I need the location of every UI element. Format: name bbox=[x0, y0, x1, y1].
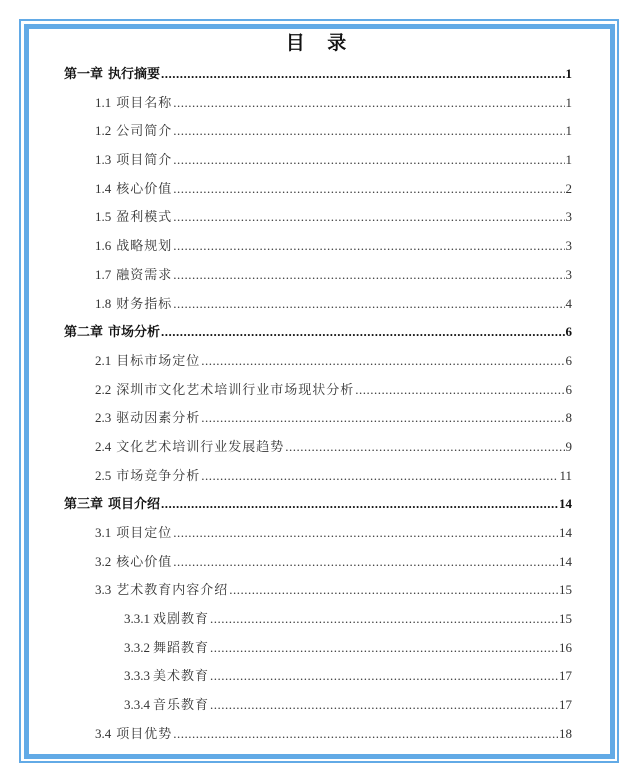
toc-entry-page: 17 bbox=[559, 697, 572, 713]
dot-leader bbox=[229, 582, 558, 598]
toc-entry-2-3[interactable] bbox=[64, 407, 572, 436]
toc-entry-number: 3.4 bbox=[95, 725, 112, 741]
toc-entry-page: 6 bbox=[565, 324, 572, 340]
toc-entry-3-2[interactable] bbox=[64, 551, 572, 580]
toc-entry-1-2[interactable] bbox=[64, 120, 572, 149]
toc-entry-number: 3.3.2 bbox=[124, 639, 150, 655]
toc-entry-number: 1.3 bbox=[95, 152, 112, 168]
toc-entry-page: 8 bbox=[565, 410, 572, 426]
dot-leader bbox=[210, 640, 558, 656]
toc-entry-label: 舞蹈教育 bbox=[153, 639, 210, 655]
toc-entry-page: 1 bbox=[565, 152, 572, 168]
dot-leader bbox=[210, 697, 558, 713]
dot-leader bbox=[173, 525, 558, 541]
toc-entry-1-8[interactable] bbox=[64, 293, 572, 322]
toc-entry-number: 1.4 bbox=[95, 180, 112, 196]
toc-entry-3-3-3[interactable] bbox=[64, 665, 572, 694]
toc-entry-number: 1.7 bbox=[95, 266, 112, 282]
dot-leader bbox=[161, 66, 564, 82]
toc-entry-label: 项目优势 bbox=[116, 725, 173, 741]
toc-entry-chapter-3[interactable] bbox=[64, 493, 572, 522]
toc-entry-1-7[interactable] bbox=[64, 264, 572, 293]
toc-entry-1-1[interactable] bbox=[64, 92, 572, 121]
toc-entry-label: 盈利模式 bbox=[116, 209, 173, 225]
dot-leader bbox=[285, 439, 564, 455]
toc-entry-3-1[interactable] bbox=[64, 522, 572, 551]
toc-entry-number: 1.2 bbox=[95, 123, 112, 139]
toc-entry-page: 11 bbox=[559, 467, 572, 483]
dot-leader bbox=[173, 267, 564, 283]
dot-leader bbox=[161, 496, 558, 512]
toc-entry-3-3-1[interactable] bbox=[64, 608, 572, 637]
toc-entry-label: 公司简介 bbox=[116, 123, 173, 139]
toc-entry-label: 艺术教育内容介绍 bbox=[116, 582, 229, 598]
toc-entry-page: 1 bbox=[565, 66, 572, 81]
toc-entry-label: 市场竞争分析 bbox=[116, 467, 201, 483]
dot-leader bbox=[201, 468, 558, 484]
toc-entry-label: 市场分析 bbox=[108, 324, 161, 340]
toc-entry-number: 3.3.3 bbox=[124, 668, 150, 684]
toc-entry-1-6[interactable] bbox=[64, 235, 572, 264]
toc-entry-2-4[interactable] bbox=[64, 436, 572, 465]
toc-entry-number: 3.2 bbox=[95, 553, 112, 569]
toc-entry-page: 3 bbox=[565, 238, 572, 254]
toc-entry-page: 15 bbox=[559, 611, 572, 627]
toc-entry-label: 项目定位 bbox=[116, 525, 173, 540]
toc-entry-page: 2 bbox=[565, 180, 572, 196]
dot-leader bbox=[173, 238, 564, 254]
toc-entry-chapter-1[interactable] bbox=[64, 63, 572, 92]
toc-entry-number: 第一章 bbox=[64, 66, 104, 81]
toc-entry-label: 音乐教育 bbox=[153, 697, 210, 713]
toc-entry-2-1[interactable] bbox=[64, 350, 572, 379]
toc-entry-page: 1 bbox=[565, 123, 572, 139]
dot-leader bbox=[210, 668, 558, 684]
toc-entry-label: 戏剧教育 bbox=[153, 611, 210, 627]
toc-entry-3-3-4[interactable] bbox=[64, 694, 572, 723]
toc-entry-label: 项目简介 bbox=[116, 152, 173, 168]
toc-entry-number: 3.1 bbox=[95, 525, 112, 540]
toc-entry-page: 4 bbox=[565, 295, 572, 311]
toc-entry-page: 3 bbox=[565, 266, 572, 282]
table-of-contents bbox=[64, 63, 572, 752]
toc-entry-label: 项目介绍 bbox=[108, 496, 161, 512]
dot-leader bbox=[173, 209, 564, 225]
toc-entry-page: 14 bbox=[559, 525, 572, 540]
toc-entry-label: 核心价值 bbox=[116, 553, 173, 569]
toc-entry-number: 第二章 bbox=[64, 324, 104, 340]
toc-entry-label: 文化艺术培训行业发展趋势 bbox=[116, 438, 285, 454]
toc-entry-1-3[interactable] bbox=[64, 149, 572, 178]
dot-leader bbox=[173, 181, 564, 197]
toc-entry-number: 3.3.1 bbox=[124, 611, 150, 627]
toc-entry-page: 3 bbox=[565, 209, 572, 225]
toc-entry-3-3-2[interactable] bbox=[64, 637, 572, 666]
dot-leader bbox=[201, 353, 564, 369]
toc-entry-number: 1.5 bbox=[95, 209, 112, 225]
dot-leader bbox=[173, 296, 564, 312]
dot-leader bbox=[173, 726, 558, 742]
dot-leader bbox=[173, 152, 564, 168]
toc-entry-label: 融资需求 bbox=[116, 266, 173, 282]
toc-entry-label: 美术教育 bbox=[153, 668, 210, 684]
toc-entry-number: 3.3.4 bbox=[124, 697, 150, 713]
toc-entry-label: 深圳市文化艺术培训行业市场现状分析 bbox=[116, 381, 355, 397]
toc-entry-1-4[interactable] bbox=[64, 178, 572, 207]
toc-entry-1-5[interactable] bbox=[64, 206, 572, 235]
toc-entry-page: 14 bbox=[559, 496, 572, 512]
toc-entry-page: 6 bbox=[565, 352, 572, 368]
toc-entry-page: 18 bbox=[559, 725, 572, 741]
toc-entry-page: 6 bbox=[565, 381, 572, 397]
toc-entry-label: 驱动因素分析 bbox=[116, 410, 201, 426]
toc-entry-number: 1.8 bbox=[95, 295, 112, 311]
toc-entry-number: 2.5 bbox=[95, 467, 112, 483]
toc-entry-label: 财务指标 bbox=[116, 295, 173, 311]
toc-entry-page: 17 bbox=[559, 668, 572, 684]
toc-entry-page: 16 bbox=[559, 639, 572, 655]
dot-leader bbox=[173, 554, 558, 570]
toc-entry-number: 2.4 bbox=[95, 438, 112, 454]
toc-entry-number: 1.1 bbox=[95, 94, 112, 110]
toc-entry-label: 目标市场定位 bbox=[116, 352, 201, 368]
dot-leader bbox=[173, 95, 564, 111]
toc-entry-number: 1.6 bbox=[95, 238, 112, 254]
toc-entry-2-5[interactable] bbox=[64, 465, 572, 494]
dot-leader bbox=[161, 324, 564, 340]
toc-entry-number: 3.3 bbox=[95, 582, 112, 598]
toc-entry-page: 9 bbox=[565, 438, 572, 454]
toc-entry-page: 1 bbox=[565, 94, 572, 110]
toc-entry-page: 14 bbox=[559, 553, 572, 569]
toc-entry-3-4[interactable] bbox=[64, 723, 572, 752]
toc-entry-number: 第三章 bbox=[64, 496, 104, 512]
dot-leader bbox=[210, 611, 558, 627]
toc-entry-label: 项目名称 bbox=[116, 94, 173, 110]
toc-entry-page: 15 bbox=[559, 582, 572, 598]
toc-entry-label: 核心价值 bbox=[116, 180, 173, 196]
toc-entry-3-3[interactable] bbox=[64, 579, 572, 608]
toc-entry-number: 2.1 bbox=[95, 352, 112, 368]
toc-entry-chapter-2[interactable] bbox=[64, 321, 572, 350]
toc-entry-2-2[interactable] bbox=[64, 379, 572, 408]
toc-entry-number: 2.2 bbox=[95, 381, 112, 397]
toc-entry-label: 执行摘要 bbox=[108, 66, 161, 81]
toc-title: 目 录 bbox=[285, 32, 355, 54]
toc-entry-number: 2.3 bbox=[95, 410, 112, 426]
toc-entry-label: 战略规划 bbox=[116, 238, 173, 254]
dot-leader bbox=[201, 410, 564, 426]
dot-leader bbox=[355, 382, 564, 398]
dot-leader bbox=[173, 123, 564, 139]
